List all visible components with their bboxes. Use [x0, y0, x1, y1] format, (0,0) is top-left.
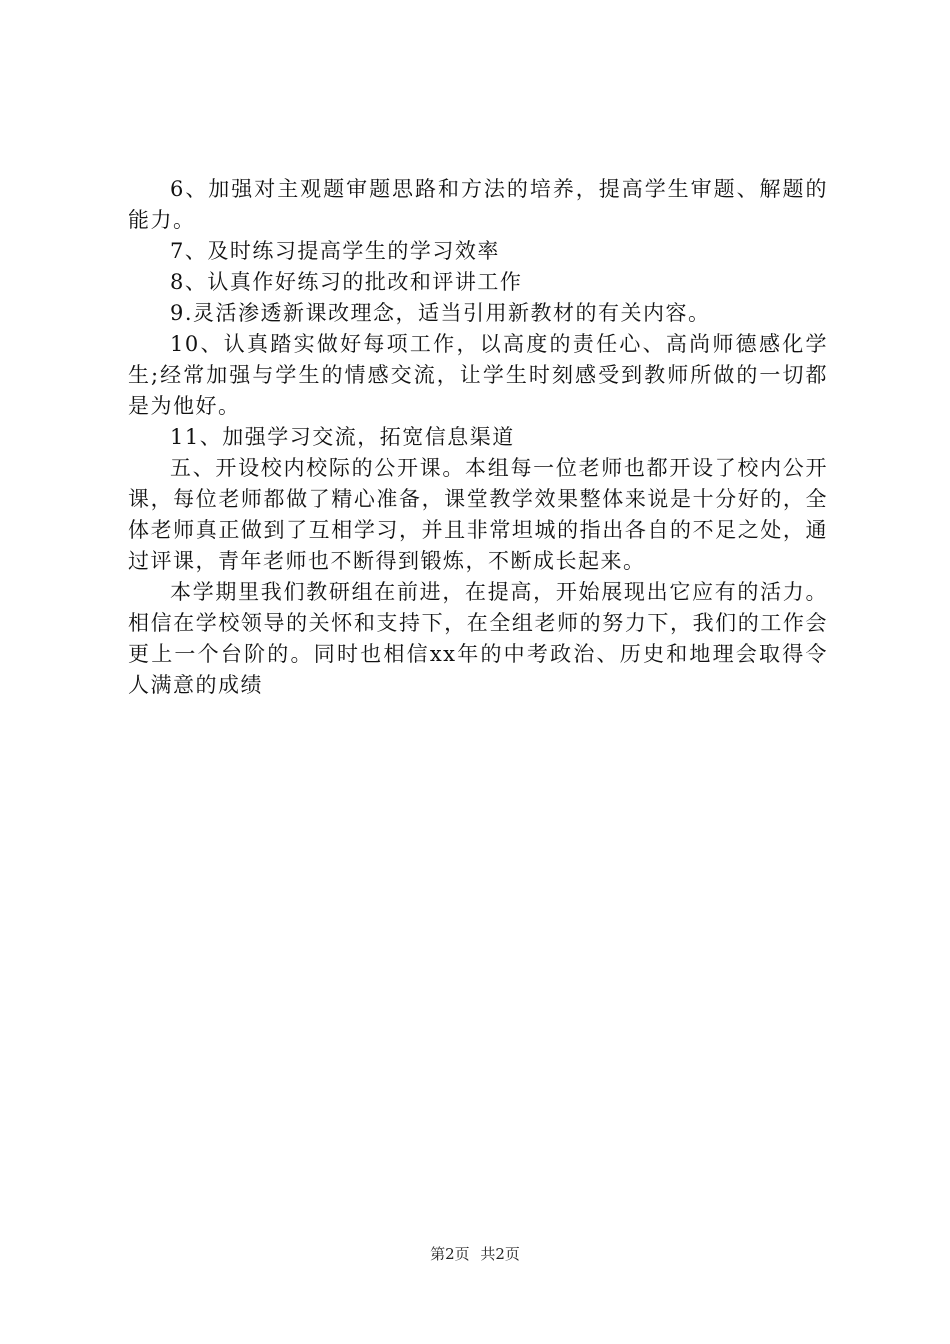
paragraph-item-9: 9.灵活渗透新课改理念，适当引用新教材的有关内容。	[170, 301, 711, 325]
page-number-current: 第2页	[430, 1245, 470, 1263]
paragraph-item-7: 7、及时练习提高学生的学习效率	[170, 239, 500, 263]
document-body	[128, 174, 828, 701]
paragraph-item-11: 11、加强学习交流，拓宽信息渠道	[170, 425, 515, 449]
paragraph-item-8: 8、认真作好练习的批改和评讲工作	[170, 270, 523, 294]
page-number-total: 共2页	[480, 1245, 520, 1263]
paragraph-section-five: 五、开设校内校际的公开课。本组每一位老师也都开设了校内公开课，每位老师都做了精心准备，课堂教学效果整体来说是十分好的，全体老师真正做到了互相学习，并且非常坦城的指出各自的不足之处，通过评课，青年老师也不断得到锻炼，不断成长起来。	[128, 456, 828, 573]
paragraph-item-10: 10、认真踏实做好每项工作，以高度的责任心、高尚师德感化学生;经常加强与学生的情感交流，让学生时刻感受到教师所做的一切都是为他好。	[128, 332, 828, 418]
paragraph-item-6: 6、加强对主观题审题思路和方法的培养，提高学生审题、解题的能力。	[128, 177, 828, 232]
page-footer	[0, 1244, 950, 1264]
paragraph-conclusion: 本学期里我们教研组在前进，在提高，开始展现出它应有的活力。相信在学校领导的关怀和支持下，在全组老师的努力下，我们的工作会更上一个台阶的。同时也相信xx年的中考政治、历史和地理会取得令人满意的成绩	[128, 580, 828, 697]
